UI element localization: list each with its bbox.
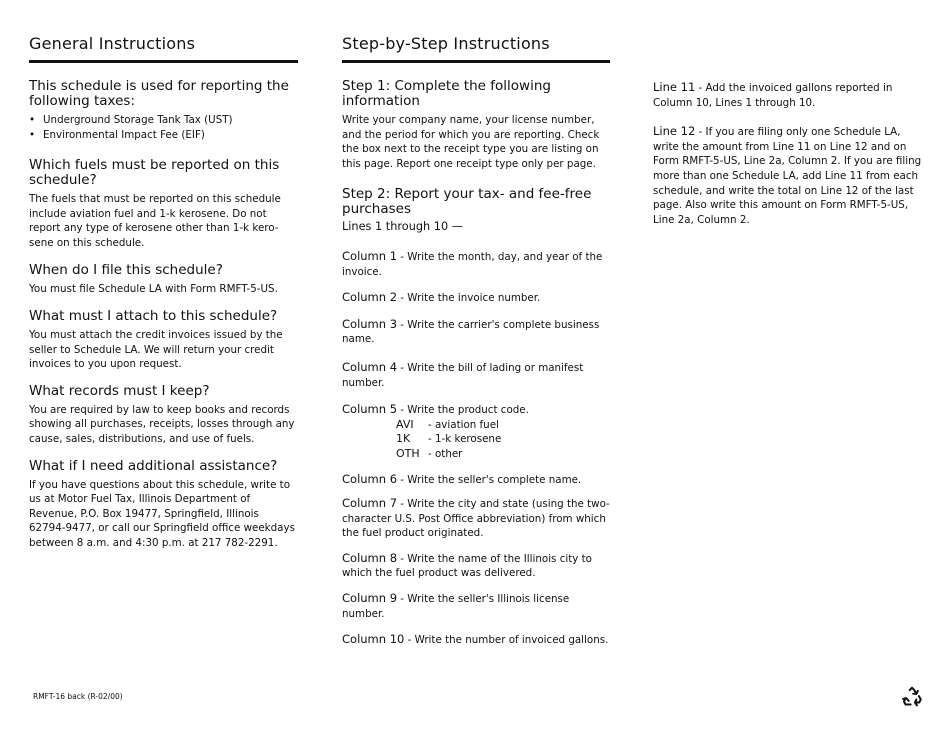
- when-file-heading: When do I file this schedule?: [29, 262, 223, 279]
- product-code-row: AVI - aviation fuel: [396, 417, 499, 431]
- column-9-instruction: Column 9 - Write the seller's Illinois license number.: [342, 591, 570, 620]
- line-12-instruction: Line 12 - If you are filing only one Schedule LA, write the amount from Line 11 on Line 12 and on Form RMFT-5-US, Line 2a, Column 2. If you are filing more than one Schedule LA, add Line 11 from each schedule, and write the total on Line 12 of the last page. Also write this amount on Form RMFT-5-US, Line 2a, Column 2.: [653, 124, 922, 226]
- assistance-section: [29, 459, 298, 551]
- attach-heading: What must I attach to this schedule?: [29, 307, 278, 324]
- records-section: [29, 384, 298, 447]
- list-item: • Underground Storage Tank Tax (UST): [29, 114, 233, 126]
- assistance-heading: What if I need additional assistance?: [29, 457, 278, 474]
- step-instructions-title: Step-by-Step Instructions: [342, 34, 610, 63]
- general-instructions-column: [29, 34, 298, 551]
- step1-heading: Step 1: Complete the following information: [342, 78, 551, 109]
- step1-text: Write your company name, your license number, and the period for which you are reporting. Check the box next to the receipt type you are listing on this page. Report one receipt type only per page.: [342, 114, 600, 170]
- column-8-instruction: Column 8 - Write the name of the Illinois city to which the fuel product was delivered.: [342, 550, 592, 580]
- records-heading: What records must I keep?: [29, 382, 210, 399]
- taxes-list: [29, 113, 298, 143]
- column-1-instruction: Column 1 - Write the month, day, and year of the invoice.: [342, 248, 603, 278]
- step-instructions-column: [342, 34, 610, 648]
- step2-section: [342, 187, 610, 235]
- list-item: • Environmental Impact Fee (EIF): [29, 129, 205, 141]
- fuels-heading: Which fuels must be reported on this schedule?: [29, 157, 280, 188]
- column-3-instruction: Column 3 - Write the carrier's complete business name.: [342, 316, 600, 346]
- general-instructions-title: General Instructions: [29, 34, 298, 63]
- form-code: RMFT-16 back (R-02/00): [33, 692, 123, 701]
- line-instructions-column: [653, 80, 923, 227]
- product-code-row: 1K - 1-k kerosene: [396, 432, 502, 446]
- records-text: You are required by law to keep books and records showing all purchases, receipts, losses through any cause, sales, distributions, and use of fuels.: [29, 403, 295, 445]
- column-2-instruction: Column 2 - Write the invoice number.: [342, 290, 541, 305]
- column-5-instruction: Column 5 - Write the product code.: [342, 402, 529, 417]
- step1-section: [342, 79, 610, 171]
- column-6-instruction: Column 6 - Write the seller's complete name.: [342, 471, 582, 486]
- when-file-text: You must file Schedule LA with Form RMFT-5-US.: [29, 283, 278, 296]
- taxes-section: [29, 79, 298, 143]
- taxes-heading: This schedule is used for reporting the following taxes:: [29, 78, 289, 109]
- product-code-list: [396, 418, 610, 462]
- column-7-instruction: Column 7 - Write the city and state (using the two-character U.S. Post Office abbreviation) from which the fuel product originated.: [342, 496, 610, 540]
- recycle-icon: [901, 686, 923, 708]
- column-4-instruction: Column 4 - Write the bill of lading or manifest number.: [342, 359, 584, 389]
- attach-section: [29, 309, 298, 372]
- step2-heading: Step 2: Report your tax- and fee-free purchases: [342, 186, 592, 218]
- assistance-text: If you have questions about this schedule, write to us at Motor Fuel Tax, Illinois Department of Revenue, P.O. Box 19477, Springfield, Illinois 62794-9477, or call our Springfield office weekdays between 8 a.m. and 4:30 p.m. at 217 782-2291.: [29, 478, 295, 549]
- column-10-instruction: Column 10 - Write the number of invoiced gallons.: [342, 632, 609, 647]
- fuels-section: [29, 158, 298, 250]
- attach-text: You must attach the credit invoices issued by the seller to Schedule LA. We will return your credit invoices to you upon request.: [29, 328, 283, 371]
- when-file-section: [29, 263, 298, 297]
- product-code-row: OTH - other: [396, 446, 463, 460]
- fuels-text: The fuels that must be reported on this schedule include aviation fuel and 1-k kerosene. Do not report any type of kerosene other than 1-k kero-sene on this schedule.: [29, 193, 281, 249]
- line-11-instruction: Line 11 - Add the invoiced gallons reported in Column 10, Lines 1 through 10.: [653, 80, 893, 109]
- step2-subheading: Lines 1 through 10 —: [342, 220, 464, 234]
